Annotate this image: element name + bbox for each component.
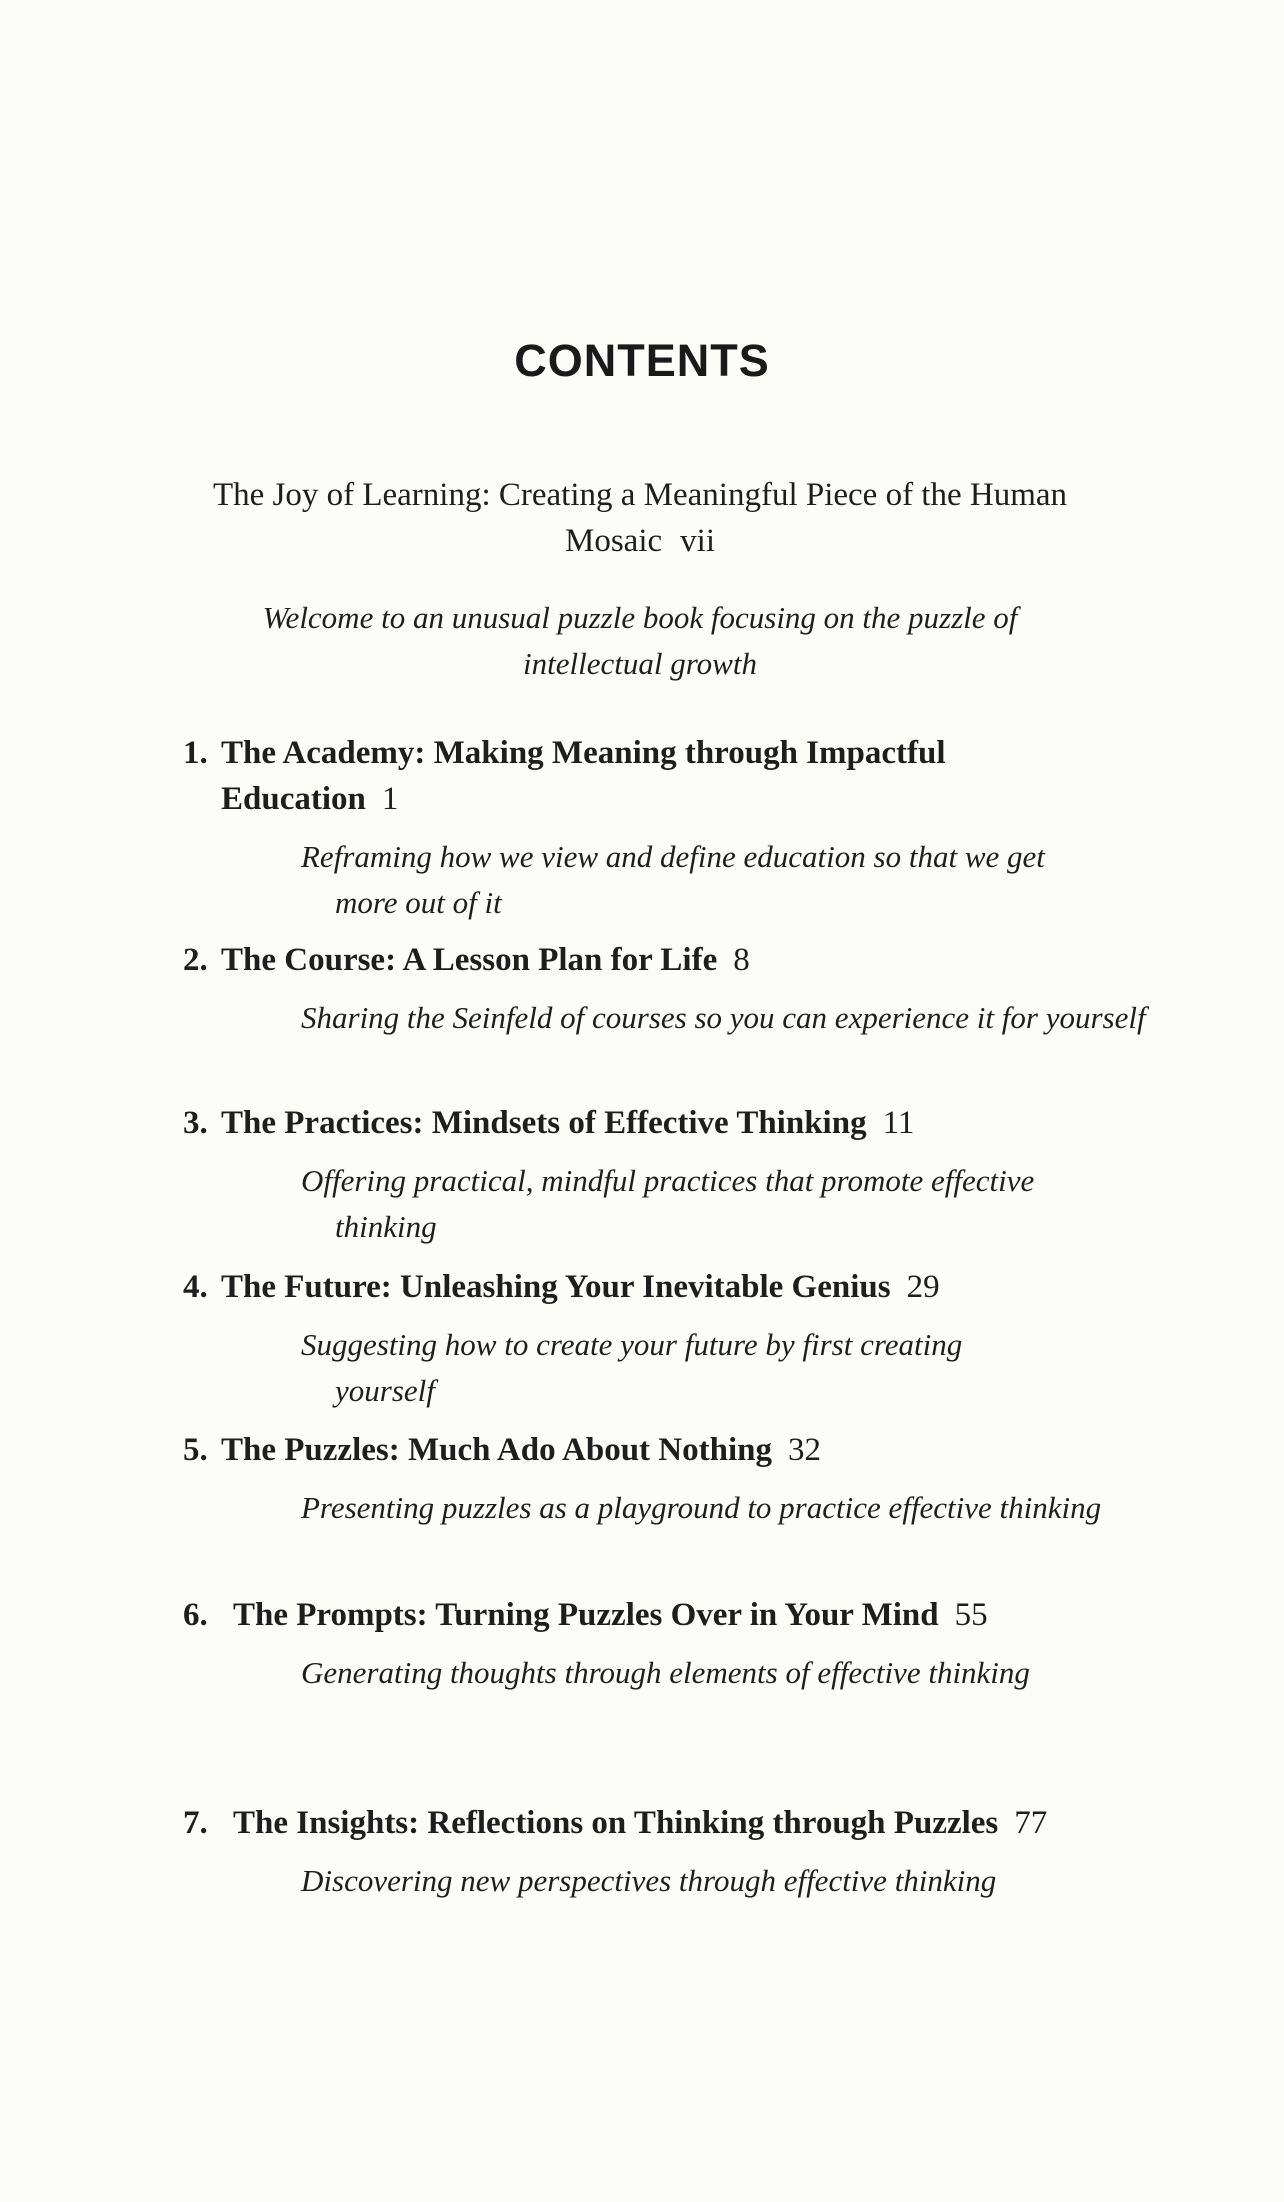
chapter-entry[interactable] xyxy=(183,1427,1123,1531)
chapter-heading xyxy=(183,1427,1123,1473)
chapter-page-number: 8 xyxy=(733,942,750,978)
preface-title: The Joy of Learning: Creating a Meaningful Piece of the Human Mosaic xyxy=(212,477,1068,559)
preface-description: Welcome to an unusual puzzle book focusing on the puzzle of intellectual growth xyxy=(262,600,1018,681)
chapter-description: Reframing how we view and define education so that we get more out of it xyxy=(301,839,1045,920)
chapter-page-number: 32 xyxy=(787,1432,821,1468)
chapter-entry[interactable] xyxy=(183,1800,1123,1904)
chapter-number: 4. xyxy=(183,1269,208,1305)
chapter-number: 2. xyxy=(183,942,208,978)
chapter-number: 3. xyxy=(183,1105,208,1141)
chapter-entry[interactable] xyxy=(183,1100,1123,1250)
chapter-heading xyxy=(183,1100,1123,1146)
chapter-entry[interactable] xyxy=(183,730,1123,926)
chapter-entry[interactable] xyxy=(183,1592,1123,1696)
chapter-page-number: 55 xyxy=(954,1597,988,1633)
chapter-title: The Academy: Making Meaning through Impactful Education xyxy=(221,735,946,817)
chapter-description: Suggesting how to create your future by first creating yourself xyxy=(301,1327,963,1408)
page-title: CONTENTS xyxy=(514,335,770,386)
chapter-page-number: 1 xyxy=(381,781,399,817)
chapter-heading xyxy=(183,1264,1123,1310)
chapter-number: 7. xyxy=(183,1805,208,1841)
chapter-page-number: 29 xyxy=(906,1269,940,1305)
chapter-heading xyxy=(183,1592,1053,1638)
chapter-entry[interactable] xyxy=(183,937,1146,1041)
chapter-heading xyxy=(183,937,1123,983)
chapter-description: Offering practical, mindful practices that promote effective thinking xyxy=(301,1163,1035,1244)
chapter-description: Discovering new perspectives through effective thinking xyxy=(301,1863,997,1898)
chapter-number: 5. xyxy=(183,1432,208,1468)
chapter-title: The Future: Unleashing Your Inevitable Genius xyxy=(221,1269,891,1305)
chapter-title: The Practices: Mindsets of Effective Thinking xyxy=(221,1105,867,1141)
chapter-entry[interactable] xyxy=(183,1264,1123,1414)
chapter-title: The Prompts: Turning Puzzles Over in Your Mind xyxy=(233,1597,939,1633)
chapter-title: The Insights: Reflections on Thinking through Puzzles xyxy=(233,1805,999,1841)
chapter-number: 1. xyxy=(183,735,208,771)
chapter-page-number: 11 xyxy=(882,1105,915,1141)
chapter-page-number: 77 xyxy=(1014,1805,1048,1841)
chapter-title: The Puzzles: Much Ado About Nothing xyxy=(221,1432,772,1468)
chapter-description: Sharing the Seinfeld of courses so you can experience it for yourself xyxy=(301,1000,1146,1035)
chapter-heading xyxy=(183,1800,1053,1846)
chapter-number: 6. xyxy=(183,1597,208,1633)
chapter-heading xyxy=(183,730,1121,822)
chapter-title: The Course: A Lesson Plan for Life xyxy=(221,942,718,978)
chapter-description: Presenting puzzles as a playground to practice effective thinking xyxy=(301,1490,1102,1525)
chapter-description: Generating thoughts through elements of effective thinking xyxy=(301,1655,1030,1690)
preface-page-number: vii xyxy=(680,523,715,559)
